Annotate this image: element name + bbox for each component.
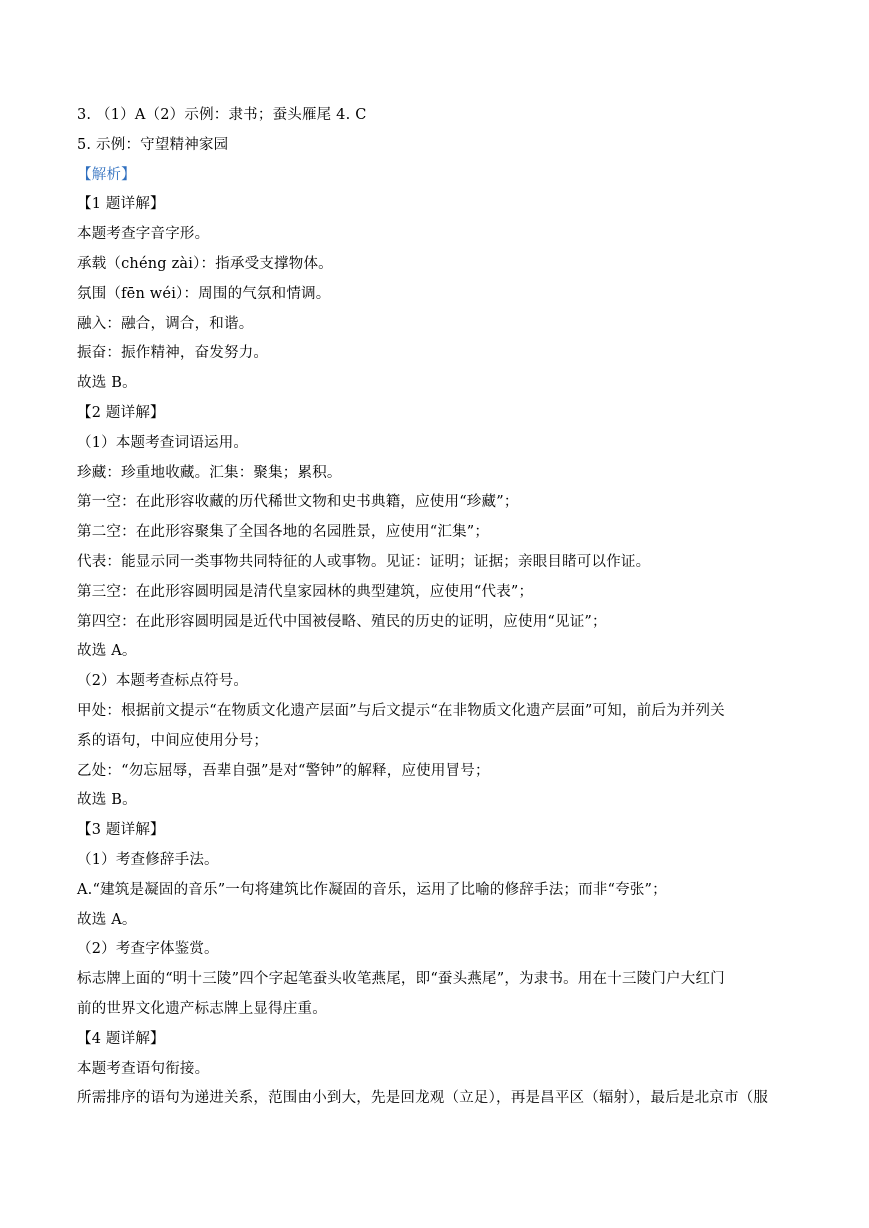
text-line: 氛围（fēn wéi）：周围的气氛和情调。: [77, 285, 331, 302]
text-line: 故选 A。: [77, 911, 137, 928]
q2-heading: 【2 题详解】: [77, 404, 165, 421]
text-line: 故选 A。: [77, 643, 137, 660]
text-line: 融入：融合，调合，和谐。: [77, 315, 254, 332]
text-line: 标志牌上面的“明十三陵”四个字起笔蚕头收笔燕尾，即“蚕头燕尾”，为隶书。用在十三陵门户大红门: [77, 971, 725, 988]
text-line: （2）本题考查标点符号。: [77, 673, 249, 690]
text-line: 所需排序的语句为递进关系，范围由小到大，先是回龙观（立足），再是昌平区（辐射），最后是北京市（服: [77, 1090, 769, 1107]
text-line: 承载（chéng zài）：指承受支撑物体。: [77, 255, 333, 272]
text-line: 系的语句，中间应使用分号；: [77, 732, 269, 749]
text-line: 珍藏：珍重地收藏。汇集：聚集；累积。: [77, 464, 342, 481]
text-line: （1）考查修辞手法。: [77, 851, 219, 868]
text-line: 甲处：根据前文提示“在物质文化遗产层面”与后文提示“在非物质文化遗产层面”可知，前后为并列关: [77, 702, 725, 719]
answer-line-5: 5. 示例：守望精神家园: [77, 136, 229, 153]
text-line: 第三空：在此形容圆明园是清代皇家园林的典型建筑，应使用“代表”；: [77, 583, 534, 600]
answer-analysis-text: [77, 101, 797, 1114]
analysis-heading: 【解析】: [77, 166, 136, 183]
text-line: 振奋：振作精神，奋发努力。: [77, 345, 269, 362]
text-line: A.“建筑是凝固的音乐”一句将建筑比作凝固的音乐，运用了比喻的修辞手法；而非“夸张”；: [77, 881, 667, 898]
text-line: 前的世界文化遗产标志牌上显得庄重。: [77, 1000, 327, 1017]
text-line: 第四空：在此形容圆明园是近代中国被侵略、殖民的历史的证明，应使用“见证”；: [77, 613, 607, 630]
q1-heading: 【1 题详解】: [77, 196, 165, 213]
text-line: 第一空：在此形容收藏的历代稀世文物和史书典籍，应使用“珍藏”；: [77, 494, 519, 511]
q3-heading: 【3 题详解】: [77, 822, 165, 839]
text-line: 代表：能显示同一类事物共同特征的人或事物。见证：证明；证据；亲眼目睹可以作证。: [77, 553, 651, 570]
text-line: 故选 B。: [77, 375, 137, 392]
text-line: 第二空：在此形容聚集了全国各地的名园胜景，应使用“汇集”；: [77, 524, 490, 541]
answer-line-3-4: 3. （1）A（2）示例：隶书；蚕头雁尾 4. C: [77, 107, 367, 123]
text-line: 本题考查语句衔接。: [77, 1060, 210, 1077]
text-line: 本题考查字音字形。: [77, 226, 210, 243]
text-line: （2）考查字体鉴赏。: [77, 941, 219, 958]
q4-heading: 【4 题详解】: [77, 1030, 165, 1047]
text-line: 乙处：“勿忘屈辱，吾辈自强”是对“警钟”的解释，应使用冒号；: [77, 762, 490, 779]
text-line: （1）本题考查词语运用。: [77, 434, 249, 451]
text-line: 故选 B。: [77, 792, 137, 809]
